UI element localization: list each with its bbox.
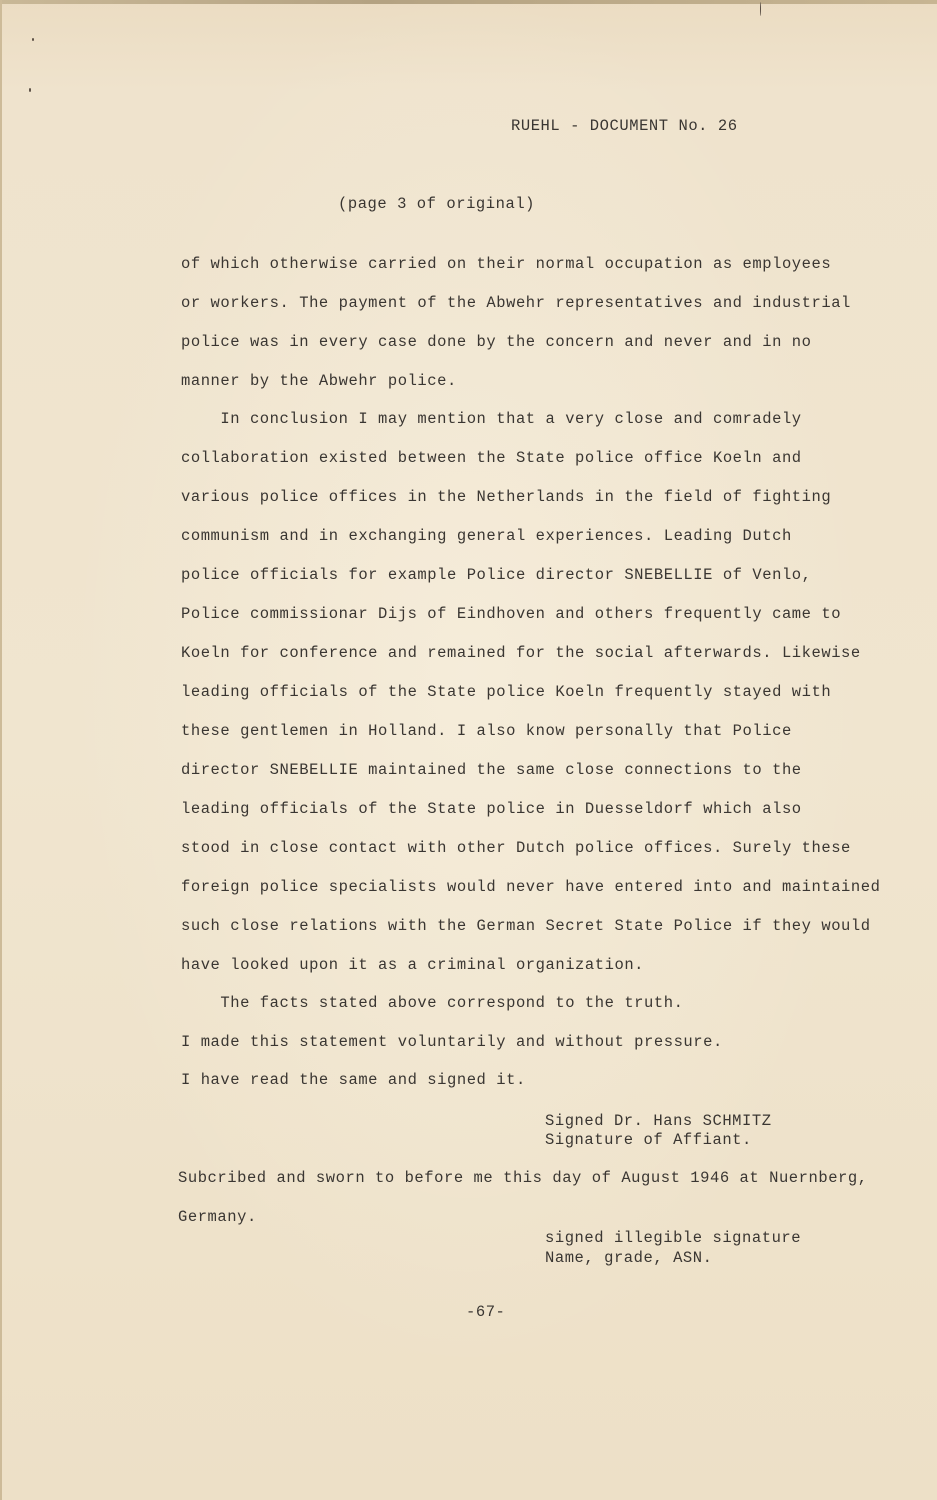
document-header: RUEHL - DOCUMENT No. 26 (511, 117, 738, 135)
page-left-edge (0, 0, 2, 1500)
sworn-line: Subcribed and sworn to before me this day of August 1946 at Nuernberg, (178, 1169, 868, 1187)
sworn-line: Germany. (178, 1208, 257, 1226)
body-line: collaboration existed between the State police office Koeln and (181, 449, 802, 467)
paper-speck (32, 38, 34, 41)
body-line: Koeln for conference and remained for the social afterwards. Likewise (181, 644, 861, 662)
page-of-original: (page 3 of original) (338, 195, 536, 213)
body-line: I have read the same and signed it. (181, 1071, 526, 1089)
body-line: have looked upon it as a criminal organization. (181, 956, 645, 974)
body-line: foreign police specialists would never have entered into and maintained (181, 878, 881, 896)
affiant-signature-caption: Signature of Affiant. (545, 1131, 752, 1149)
affiant-signature-name: Signed Dr. Hans SCHMITZ (545, 1112, 772, 1130)
body-line: In conclusion I may mention that a very close and comradely (181, 410, 802, 428)
body-line: director SNEBELLIE maintained the same close connections to the (181, 761, 802, 779)
body-line: of which otherwise carried on their normal occupation as employees (181, 255, 832, 273)
page-top-edge (0, 0, 937, 4)
officer-name-grade: Name, grade, ASN. (545, 1249, 713, 1267)
body-line: these gentlemen in Holland. I also know personally that Police (181, 722, 792, 740)
body-line: I made this statement voluntarily and without pressure. (181, 1033, 723, 1051)
page-number: -67- (466, 1303, 506, 1321)
body-line: police was in every case done by the concern and never and in no (181, 333, 812, 351)
officer-signature: signed illegible signature (545, 1229, 802, 1247)
body-line: The facts stated above correspond to the truth. (181, 994, 684, 1012)
body-line: various police offices in the Netherlands in the field of fighting (181, 488, 832, 506)
body-line: leading officials of the State police Koeln frequently stayed with (181, 683, 832, 701)
body-line: communism and in exchanging general experiences. Leading Dutch (181, 527, 792, 545)
paper-speck (29, 88, 31, 92)
body-line: police officials for example Police director SNEBELLIE of Venlo, (181, 566, 812, 584)
body-line: such close relations with the German Secret State Police if they would (181, 917, 871, 935)
body-line: leading officials of the State police in Duesseldorf which also (181, 800, 802, 818)
body-line: manner by the Abwehr police. (181, 372, 457, 390)
body-line: stood in close contact with other Dutch police offices. Surely these (181, 839, 851, 857)
body-line: or workers. The payment of the Abwehr representatives and industrial (181, 294, 851, 312)
body-line: Police commissionar Dijs of Eindhoven and others frequently came to (181, 605, 842, 623)
paper-speck (760, 2, 761, 16)
